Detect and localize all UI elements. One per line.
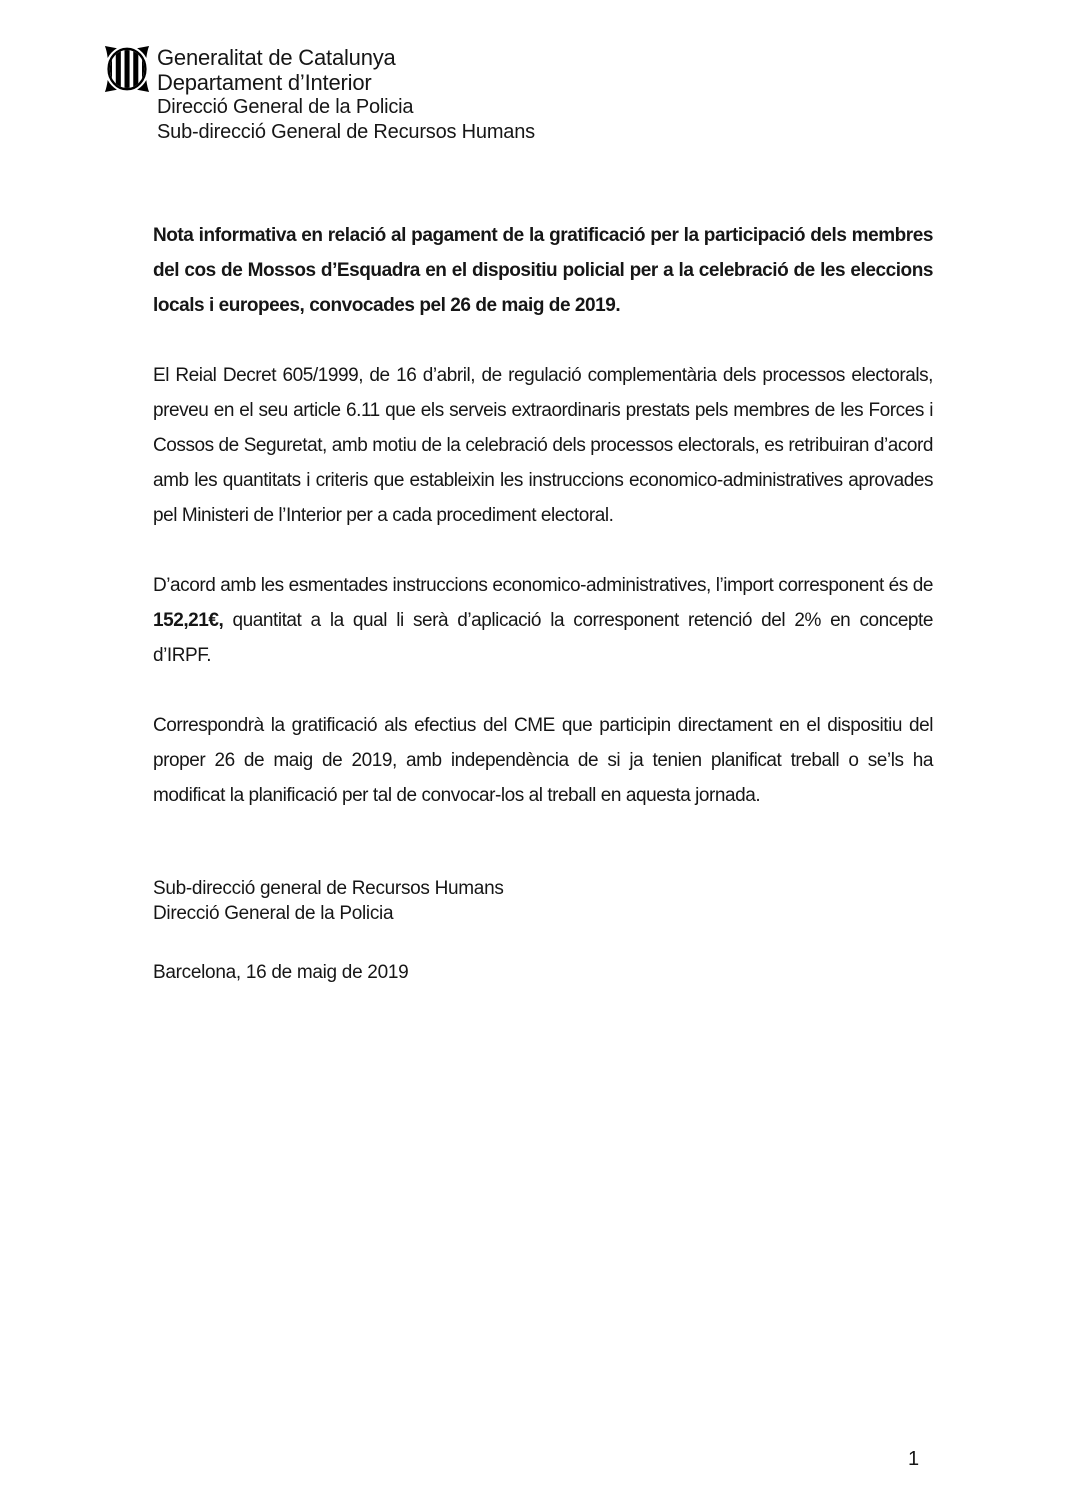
page-number: 1 xyxy=(908,1448,920,1470)
subdirectorate-name: Sub-direcció General de Recursos Humans xyxy=(157,121,535,143)
org-name: Generalitat de Catalunya xyxy=(157,45,396,70)
amount-value: 152,21€, xyxy=(153,610,224,631)
paragraph-legal-basis: El Reial Decret 605/1999, de 16 d’abril, de regulació complementària dels processos electorals, preveu en el seu article 6.11 que els serveis extraordinaris prestats pels membres de les Forces i Cossos de Seguretat, amb motiu de la celebració dels processos electorals, es retribuiran d’acord amb les quantitats i criteris que estableixin les instruccions economico-administratives aprovades pel Ministeri de l’Interior per a cada procediment electoral. xyxy=(153,365,933,526)
signature-line-direccio: Direcció General de la Policia xyxy=(153,903,394,924)
paragraph-amount-text-after: quantitat a la qual li serà d’aplicació la corresponent retenció del 2% en concepte d’IRPF. xyxy=(153,610,933,666)
note-title: Nota informativa en relació al pagament de la gratificació per la participació dels membres del cos de Mossos d’Esquadra en el dispositiu policial per a la celebració de les eleccions locals i europees, convocades pel 26 de maig de 2019. xyxy=(153,225,933,316)
paragraph-amount-text-before: D’acord amb les esmentades instruccions economico-administratives, l’import corresponent és de xyxy=(153,575,933,596)
signature-block xyxy=(153,876,933,926)
department-name: Departament d’Interior xyxy=(157,70,372,95)
place-date-line: Barcelona, 16 de maig de 2019 xyxy=(153,962,409,983)
paragraph-amount xyxy=(153,568,933,673)
senyera-shield-icon xyxy=(104,44,150,94)
document-body xyxy=(153,218,933,985)
generalitat-logo xyxy=(104,44,150,94)
directorate-name: Direcció General de la Policia xyxy=(157,96,414,118)
signature-line-subdireccio: Sub-direcció general de Recursos Humans xyxy=(153,878,504,899)
paragraph-eligibility: Correspondrà la gratificació als efectius del CME que participin directament en el dispositiu del proper 26 de maig de 2019, amb independència de si ja tenien planificat treball o se’ls ha modificat la planificació per tal de convocar-los al treball en aquesta jornada. xyxy=(153,715,933,806)
letterhead xyxy=(104,44,535,145)
letterhead-text xyxy=(157,44,535,145)
